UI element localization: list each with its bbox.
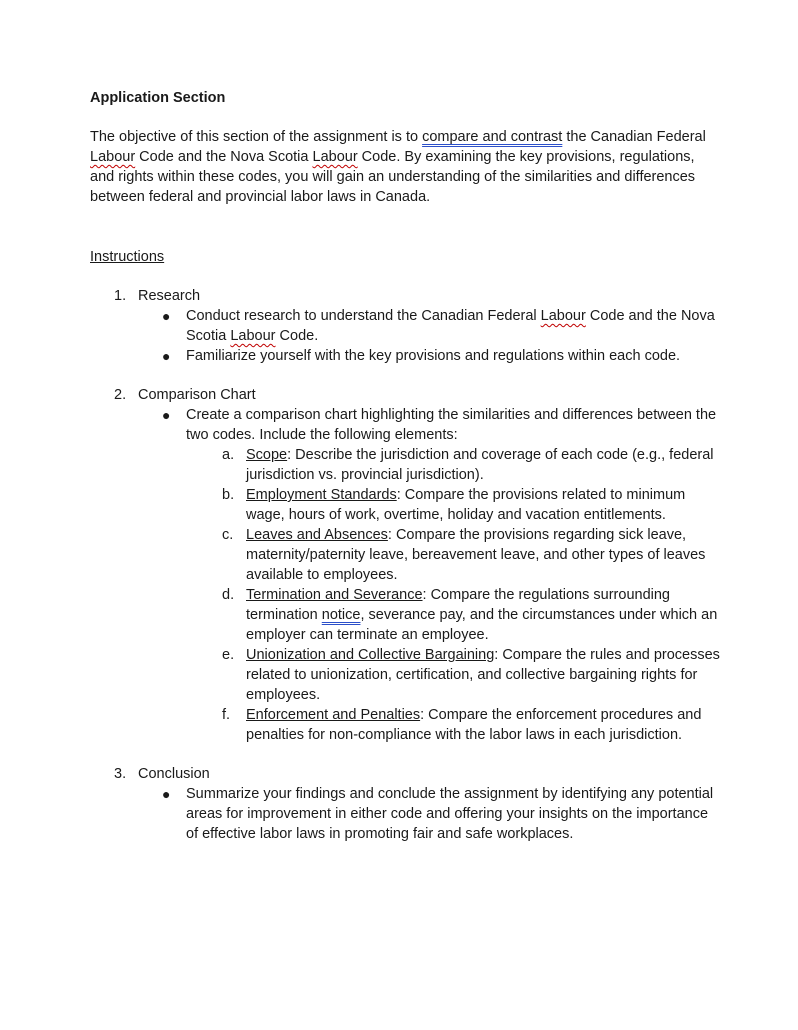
- document-title: Application Section: [90, 90, 226, 106]
- document-page: [90, 88, 720, 844]
- bullet-icon: ●: [162, 348, 171, 364]
- element-term: Unionization and Collective Bargaining: [246, 647, 495, 663]
- bullet-icon: ●: [162, 407, 171, 423]
- element-item-termination: d. Termination and Severance: Compare the regulations surrounding termination notice, severance pay, and the circumstances under which an employer can terminate an employee.: [222, 587, 718, 643]
- spelling-flag: Labour: [230, 328, 276, 344]
- element-item-enforcement: f. Enforcement and Penalties: Compare the enforcement procedures and penalties for non-compliance with the labor laws in each jurisdiction.: [222, 707, 702, 743]
- element-term: Termination and Severance: [246, 587, 423, 603]
- section-comparison-chart: [90, 385, 720, 745]
- grammar-flag: compare and contrast: [422, 129, 563, 145]
- section-conclusion: [90, 764, 720, 844]
- spelling-flag: Labour: [312, 149, 358, 165]
- element-term: Employment Standards: [246, 487, 397, 503]
- bullet-icon: ●: [162, 786, 171, 802]
- element-item-scope: a. Scope: Describe the jurisdiction and coverage of each code (e.g., federal jurisdiction vs. provincial jurisdiction).: [222, 447, 714, 483]
- section-label: Comparison Chart: [138, 387, 256, 403]
- bullet-item: ● Familiarize yourself with the key provisions and regulations within each code.: [162, 348, 681, 364]
- bullet-item: ● Conduct research to understand the Canadian Federal Labour Code and the Nova Scotia Labour Code.: [162, 308, 715, 344]
- bullet-item: ● Create a comparison chart highlighting the similarities and differences between the two codes. Include the following elements:: [162, 407, 717, 443]
- section-label: Conclusion: [138, 766, 210, 782]
- element-term: Leaves and Absences: [246, 527, 388, 543]
- element-term: Scope: [246, 447, 288, 463]
- grammar-flag: notice: [321, 607, 361, 623]
- section-research: [90, 286, 720, 366]
- section-label: Research: [138, 288, 201, 304]
- bullet-icon: ●: [162, 308, 171, 324]
- element-item-employment-standards: b. Employment Standards: Compare the provisions related to minimum wage, hours of work, overtime, holiday and vacation entitlements.: [222, 487, 686, 523]
- section-number: 2.: [114, 387, 127, 403]
- element-item-unionization: e. Unionization and Collective Bargaining: Compare the rules and processes related to unionization, certification, and collective bargaining rights for employees.: [222, 647, 720, 703]
- spelling-flag: Labour: [90, 149, 136, 165]
- section-number: 1.: [114, 288, 127, 304]
- bullet-item: ● Summarize your findings and conclude the assignment by identifying any potential areas for improvement in either code and offering your insights on the importance of effective labor laws in promoting fair and safe workplaces.: [162, 786, 714, 842]
- spelling-flag: Labour: [540, 308, 586, 324]
- element-term: Enforcement and Penalties: [246, 707, 421, 723]
- section-number: 3.: [114, 766, 127, 782]
- element-item-leaves: c. Leaves and Absences: Compare the provisions regarding sick leave, maternity/paternity leave, bereavement leave, and other types of leaves available to employees.: [222, 527, 706, 583]
- intro-paragraph: The objective of this section of the assignment is to compare and contrast the Canadian Federal Labour Code and the Nova Scotia Labour Code. By examining the key provisions, regulations, and rights within these codes, you will gain an understanding of the similarities and differences between federal and provincial labor laws in Canada.: [90, 129, 706, 205]
- instructions-heading: Instructions: [90, 249, 165, 265]
